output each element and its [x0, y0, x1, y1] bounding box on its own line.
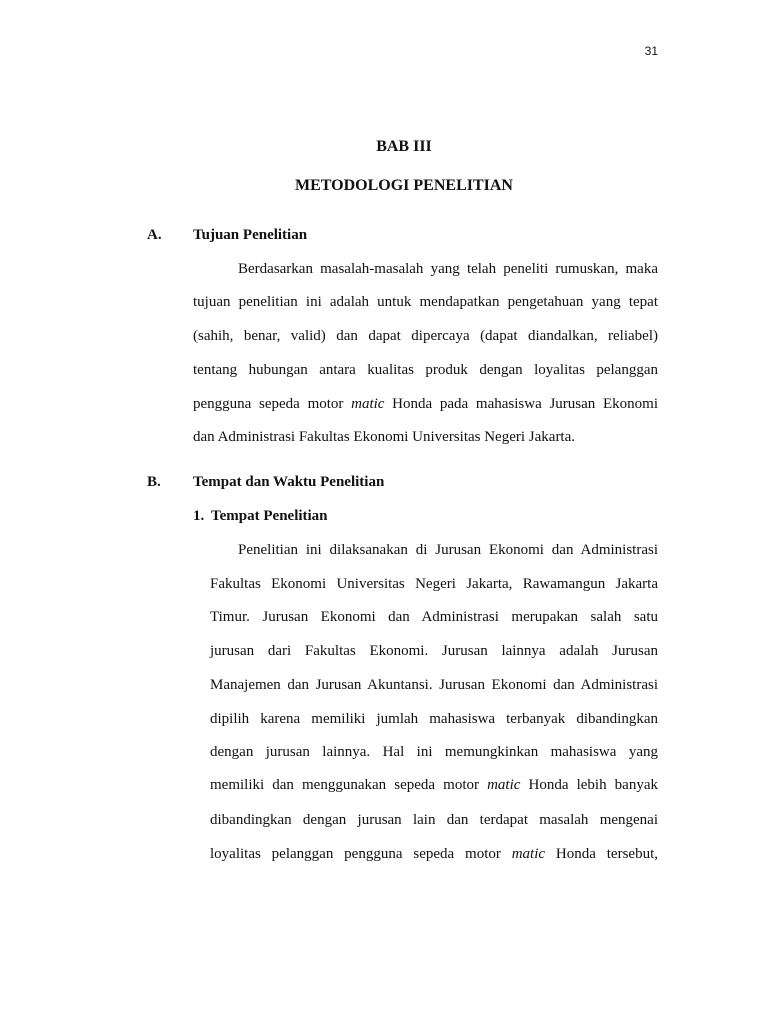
section-a-line [193, 429, 658, 449]
text-segment: jurusan dari Fakultas Ekonomi. Jurusan lainnya adalah Jurusan [210, 643, 658, 659]
chapter-title: METODOLOGI PENELITIAN [295, 177, 513, 194]
section-b-line [210, 812, 658, 832]
section-a-line [193, 328, 658, 348]
section-b-title: Tempat dan Waktu Penelitian [193, 474, 385, 490]
text-segment: Fakultas Ekonomi Universitas Negeri Jakarta, Rawamangun Jakarta [210, 576, 658, 592]
section-a-letter: A. [147, 227, 162, 243]
text-segment: Timur. Jurusan Ekonomi dan Administrasi merupakan salah satu [210, 609, 658, 625]
section-b-line [210, 777, 658, 797]
text-segment: dengan jurusan lainnya. Hal ini memungkinkan mahasiswa yang [210, 744, 658, 760]
italic-term: matic [511, 846, 546, 862]
section-a-title: Tujuan Penelitian [193, 227, 308, 243]
italic-term: matic [487, 777, 521, 793]
section-b-line [210, 677, 658, 697]
text-segment: Berdasarkan masalah-masalah yang telah peneliti rumuskan, maka [238, 261, 658, 277]
text-segment: pengguna sepeda motor [193, 396, 352, 412]
text-segment: loyalitas pelanggan pengguna sepeda motor [210, 846, 512, 862]
section-a-line [193, 294, 658, 314]
italic-term: matic [351, 396, 385, 412]
section-b-line [210, 609, 658, 629]
section-b-line [210, 744, 658, 764]
text-segment: Honda lebih banyak [520, 777, 658, 793]
text-segment: Honda tersebut, [545, 846, 658, 862]
section-b-line [210, 846, 658, 866]
subsection-number: 1. [193, 508, 205, 524]
text-segment: Honda pada mahasiswa Jurusan Ekonomi [384, 396, 658, 412]
text-segment: dipilih karena memiliki jumlah mahasiswa terbanyak dibandingkan [210, 711, 658, 727]
section-b-letter: B. [147, 474, 161, 490]
section-b-line [210, 711, 658, 731]
subsection-title [193, 508, 328, 525]
subsection-label: Tempat Penelitian [211, 508, 328, 524]
section-b-line [238, 542, 658, 562]
text-segment: dibandingkan dengan jurusan lain dan terdapat masalah mengenai [210, 812, 658, 828]
page-number: 31 [644, 44, 658, 58]
text-segment: dan Administrasi Fakultas Ekonomi Universitas Negeri Jakarta. [193, 429, 576, 445]
section-a-line [193, 396, 658, 416]
section-b-line [210, 576, 658, 596]
text-segment: (sahih, benar, valid) dan dapat dipercaya (dapat diandalkan, reliabel) [193, 328, 658, 344]
text-segment: Manajemen dan Jurusan Akuntansi. Jurusan Ekonomi dan Administrasi [210, 677, 658, 693]
section-b-line [210, 643, 658, 663]
text-segment: tentang hubungan antara kualitas produk dengan loyalitas pelanggan [193, 362, 658, 378]
section-a-line [193, 362, 658, 382]
text-segment: memiliki dan menggunakan sepeda motor [210, 777, 488, 793]
chapter-heading: BAB III [376, 138, 432, 155]
section-a-line [238, 261, 658, 281]
text-segment: Penelitian ini dilaksanakan di Jurusan Ekonomi dan Administrasi [238, 542, 658, 558]
text-segment: tujuan penelitian ini adalah untuk mendapatkan pengetahuan yang tepat [193, 294, 658, 310]
